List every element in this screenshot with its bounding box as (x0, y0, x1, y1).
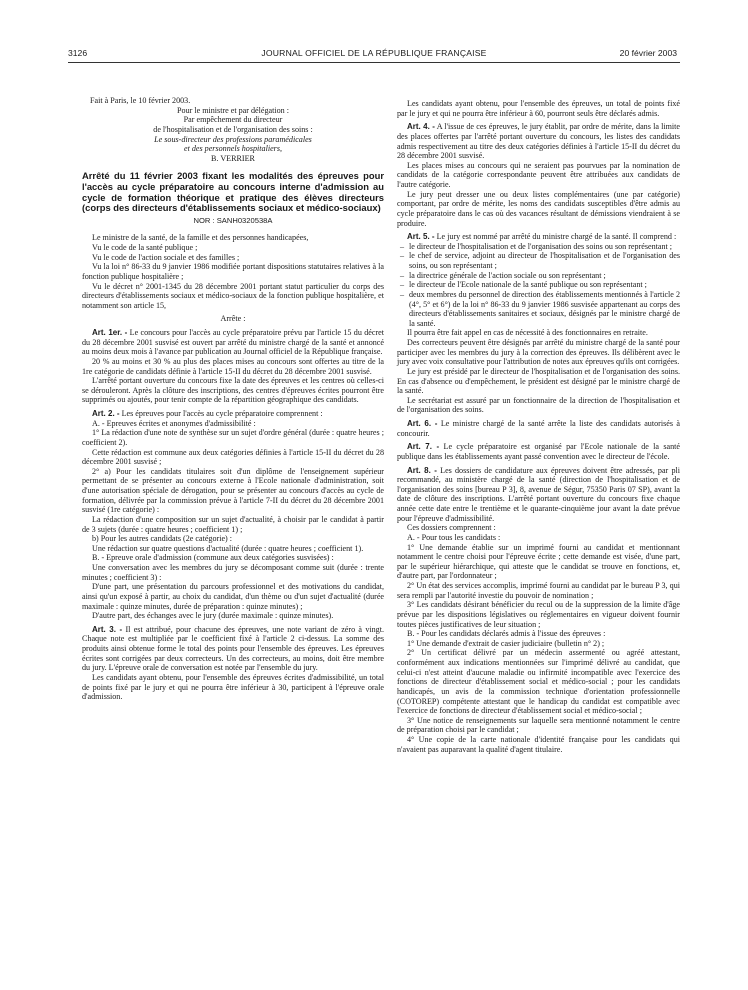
paragraph: 3° Une notice de renseignements sur laquelle sera mentionné notamment le centre de préparation choisi par le candidat ; (397, 715, 680, 735)
paragraph: 2° Un certificat délivré par un médecin assermenté ou agréé attestant, conformément aux indications mentionnées sur l'imprimé délivré au candidat, que celui-ci n'est atteint d'aucune maladie ou infirmité incompatible avec l'exercice des fonctions de directeur d'établissement social et médico-social ; pour les candidats handicapés, un avis de la commission technique d'orientation professionnelle (COTOREP) compétente attestant que le handicap du candidat est compatible avec l'exercice de fonctions de directeur d'établissement social et médico-social ; (397, 648, 680, 716)
paragraph: Le secrétariat est assuré par un fonctionnaire de la direction de l'hospitalisation et de l'organisation des soins. (397, 395, 680, 415)
paragraph: Une rédaction sur quatre questions d'actualité (durée : quatre heures ; coefficient 1). (92, 543, 364, 553)
list-item: – la directrice générale de l'action sociale ou son représentant ; (400, 270, 606, 280)
paragraph: L'arrêté portant ouverture du concours fixe la date des épreuves et les centres où celles-ci se dérouleront. Après la clôture des inscriptions, des centres d'épreuves écrites pourront être supprimés ou ajoutés, pour tenir compte de la répartition géographique des candidats. (82, 376, 384, 405)
paragraph: 1° La rédaction d'une note de synthèse sur un sujet d'ordre général (durée : quatre heures ; coefficient 2). (82, 428, 384, 447)
preamble: Vu le décret n° 2001-1345 du 28 décembre 2001 portant statut particulier du corps des directeurs d'établissements sociaux et médico-sociaux de la fonction publique hospitalière, et notamment son article 15, (82, 281, 384, 310)
paragraph: 20 % au moins et 30 % au plus des places mises au concours sont offertes au titre de la 1re catégorie de candidats définie à l'article 15-II du décret du 28 décembre 2001 susvisé. (82, 356, 384, 376)
sign-line: Par empêchement du directeur (183, 115, 283, 125)
sign-line: de l'hospitalisation et de l'organisation des soins : (153, 124, 313, 134)
article-label: Art. 1er. - (92, 328, 128, 337)
preamble: Vu le code de la santé publique ; (92, 243, 198, 252)
article-4: Art. 4. - A l'issue de ces épreuves, le jury établit, par ordre de mérite, dans la limite des places offertes par l'arrêté portant ouverture du concours, les listes des candidats admis respectivement au titre des deux catégories définies à l'article 15-II du décret du 28 décembre 2001 susvisé. (397, 122, 681, 161)
paragraph: 1° Une demande d'extrait de casier judiciaire (bulletin n° 2) ; (407, 638, 605, 648)
paragraph: A. - Pour tous les candidats : (407, 532, 501, 542)
arrete-heading: Arrête : (220, 314, 246, 324)
article-5: Art. 5. - Le jury est nommé par arrêté du ministre chargé de la santé. Il comprend : (407, 232, 677, 242)
preamble: Vu la loi n° 86-33 du 9 janvier 1986 modifiée portant dispositions statutaires relatives à la fonction publique hospitalière ; (82, 262, 384, 281)
paragraph: B. - Epreuve orale d'admission (commune aux deux catégories susvisées) : (92, 553, 334, 563)
article-label: Art. 4. - (407, 122, 435, 132)
paragraph: Ces dossiers comprennent : (407, 523, 496, 533)
sign-line: Le sous-directeur des professions paramédicales (154, 134, 312, 144)
paragraph: A. - Epreuves écrites et anonymes d'admissibilité : (92, 418, 256, 428)
article-2: Art. 2. - Les épreuves pour l'accès au cycle préparatoire comprennent : (92, 409, 323, 418)
paragraph: 2° Un état des services accomplis, imprimé fourni au candidat par le bureau P 3, qui sera rempli par l'autorité investie du pouvoir de nomination ; (397, 581, 680, 600)
list-item: – deux membres du personnel de direction des établissements mentionnés à l'article 2 (4°, 5° et 6°) de la loi n° 86-33 du 9 janvier 1986 susvisée appartenant au corps des directeurs d'établissements sanitaires et sociaux, désignés par le ministre chargé de la santé. (400, 289, 680, 328)
page-header (0, 48, 748, 62)
list-item: – le chef de service, adjoint au directeur de l'hospitalisation et de l'organisation des soins, ou son représentant ; (400, 251, 680, 270)
journal-title: JOURNAL OFFICIEL DE LA RÉPUBLIQUE FRANÇAISE (261, 48, 487, 58)
paragraph: Les candidats ayant obtenu, pour l'ensemble des épreuves, un total de points fixé par le jury et qui ne pourra être inférieur à 60, pourront seuls être déclarés admis. (397, 99, 680, 118)
paragraph: 3° Les candidats désirant bénéficier du recul ou de la suppression de la limite d'âge prévue par les dispositions législatives ou réglementaires en vigueur doivent fournir toutes pièces justificatives de leur situation ; (397, 600, 680, 629)
paragraph: D'autre part, des échanges avec le jury (durée maximale : quinze minutes). (92, 611, 334, 621)
paragraph: Le jury peut dresser une ou deux listes complémentaires (une par catégorie) comportant, par ordre de mérite, les noms des candidats susceptibles d'être admis au cycle préparatoire dans le cas où des vacances résultant de démissions viendraient à se produire. (397, 189, 680, 228)
article-7: Art. 7. - Le cycle préparatoire est organisé par l'Ecole nationale de la santé publique dans les établissements ayant passé convention avec le directeur de l'école. (397, 442, 680, 461)
article-6: Art. 6. - Le ministre chargé de la santé arrête la liste des candidats autorisés à concourir. (397, 419, 680, 438)
paragraph: 4° Une copie de la carte nationale d'identité française pour les candidats qui n'avaient pas auparavant la qualité d'agent titulaire. (397, 735, 680, 754)
right-column (397, 99, 680, 754)
paragraph: Le jury est présidé par le directeur de l'hospitalisation et de l'organisation des soins. En cas d'absence ou d'empêchement, le président est désigné par le ministre chargé de la santé. (397, 366, 680, 396)
article-label: Art. 3. - (92, 624, 123, 634)
list-item: – le directeur de l'hospitalisation et de l'organisation des soins ou son représentant ; (400, 241, 673, 251)
paragraph: Les places mises au concours qui ne seraient pas pourvues par la nomination de candidats de la catégorie correspondante peuvent être attribuées aux candidats de l'autre catégorie. (397, 160, 680, 189)
page-number: 3126 (68, 48, 88, 58)
paragraph: Les candidats ayant obtenu, pour l'ensemble des épreuves écrites d'admissibilité, un total de points fixé par le jury et qui ne pourra être inférieur à 30, participent à l'épreuve orale d'admission. (82, 672, 384, 702)
article-label: Art. 5. - (407, 232, 435, 242)
sign-place-date: Fait à Paris, le 10 février 2003. (90, 96, 191, 105)
article-1: Art. 1er. - Le concours pour l'accès au cycle préparatoire prévu par l'article 15 du décret du 28 décembre 2001 susvisé est ouvert par arrêté du ministre chargé de la santé et annoncé au moins deux mois à l'avance par publication au Journal officiel de la République française. (82, 328, 384, 357)
left-column (82, 96, 384, 702)
signatory-name: B. VERRIER (211, 153, 255, 163)
sign-line: et des personnels hospitaliers, (183, 144, 283, 154)
article-label: Art. 6. - (407, 419, 438, 428)
paragraph: Il pourra être fait appel en cas de nécessité à des fonctionnaires en retraite. (407, 328, 648, 338)
nor-reference: NOR : SANH0320538A (193, 215, 273, 225)
article-8: Art. 8. - Les dossiers de candidature aux épreuves doivent être adressés, par pli recommandé, au ministère chargé de la santé (direction de l'hospitalisation et de l'organisation des soins [bureau P 3], 8, avenue de Ségur, 75350 Paris 07 SP), avant la date de clôture des inscriptions. L'arrêté portant ouverture du concours fixe chaque année cette date entre le trentième et le quarante-cinquième jour avant la date prévue pour l'épreuve d'admissibilité. (397, 465, 680, 523)
paragraph: Une conversation avec les membres du jury se décomposant comme suit (durée : trente minutes ; coefficient 3) : (82, 563, 384, 582)
issue-date: 20 février 2003 (619, 48, 677, 58)
paragraph: b) Pour les autres candidats (2e catégorie) : (92, 534, 233, 544)
sign-line: Pour le ministre et par délégation : (177, 105, 289, 115)
paragraph: 2° a) Pour les candidats titulaires soit d'un diplôme de l'enseignement supérieur permettant de se présenter au concours externe à l'Ecole nationale d'administration, soit d'une autorisation spéciale de dérogation, pour se présenter au concours d'accès au cycle de formation, délivrée par la commission prévue à l'article 7-II du décret du 28 décembre 2001 susvisé (1re catégorie) : (82, 466, 384, 515)
signature-block (82, 96, 384, 163)
article-label: Art. 2. - (92, 409, 120, 418)
paragraph: Des correcteurs peuvent être désignés par arrêté du ministre chargé de la santé pour participer avec les membres du jury à la correction des épreuves. Ils délibèrent avec le jury avec voix consultative pour l'attribution de notes aux épreuves qu'ils ont corrigées. (397, 338, 680, 367)
decree-title: Arrêté du 11 février 2003 fixant les modalités des épreuves pour l'accès au cycle préparatoire au concours interne d'admission au cycle de formation théorique et pratique des élèves directeurs (corps des directeurs d'établissements sociaux et médico-sociaux) (82, 170, 384, 214)
preamble: Vu le code de l'action sociale et des familles ; (92, 252, 240, 262)
jury-list (397, 242, 680, 329)
paragraph: 1° Une demande établie sur un imprimé fourni au candidat et mentionnant notamment le centre choisi pour l'épreuve écrite ; cette demande est visée, d'une part, par le supérieur hiérarchique, qui atteste que le candidat se trouve en fonctions, et, d'autre part, par l'ordonnateur ; (397, 542, 680, 581)
article-label: Art. 8. - (407, 465, 437, 475)
header-rule (68, 62, 680, 63)
preamble: Le ministre de la santé, de la famille et des personnes handicapées, (92, 233, 309, 243)
list-item: – le directeur de l'Ecole nationale de la santé publique ou son représentant ; (400, 280, 647, 290)
article-label: Art. 7. - (407, 442, 440, 452)
paragraph: B. - Pour les candidats déclarés admis à l'issue des épreuves : (407, 629, 606, 639)
paragraph: La rédaction d'une composition sur un sujet d'actualité, à choisir par le candidat à partir de 3 sujets (durée : quatre heures ; coefficient 1) ; (82, 514, 384, 534)
paragraph: D'une part, une présentation du parcours professionnel et des motivations du candidat, ainsi qu'un exposé à partir, au choix du candidat, d'un thème ou d'un sujet d'actualité (durée maximale : quinze minutes, durée de préparation : quinze minutes) ; (82, 582, 384, 611)
article-3: Art. 3. - Il est attribué, pour chacune des épreuves, une note variant de zéro à vingt. Chaque note est multipliée par le coefficient fixé à l'article 2 ci-dessus. La somme des produits ainsi obtenue forme le total des points pour l'ensemble des épreuves. Les épreuves écrites sont corrigées par deux correcteurs. Un des correcteurs, au moins, doit être membre du jury. L'épreuve orale de conversation est notée par l'ensemble du jury. (82, 624, 384, 673)
paragraph: Cette rédaction est commune aux deux catégories définies à l'article 15-II du décret du 28 décembre 2001 susvisé ; (82, 447, 384, 467)
